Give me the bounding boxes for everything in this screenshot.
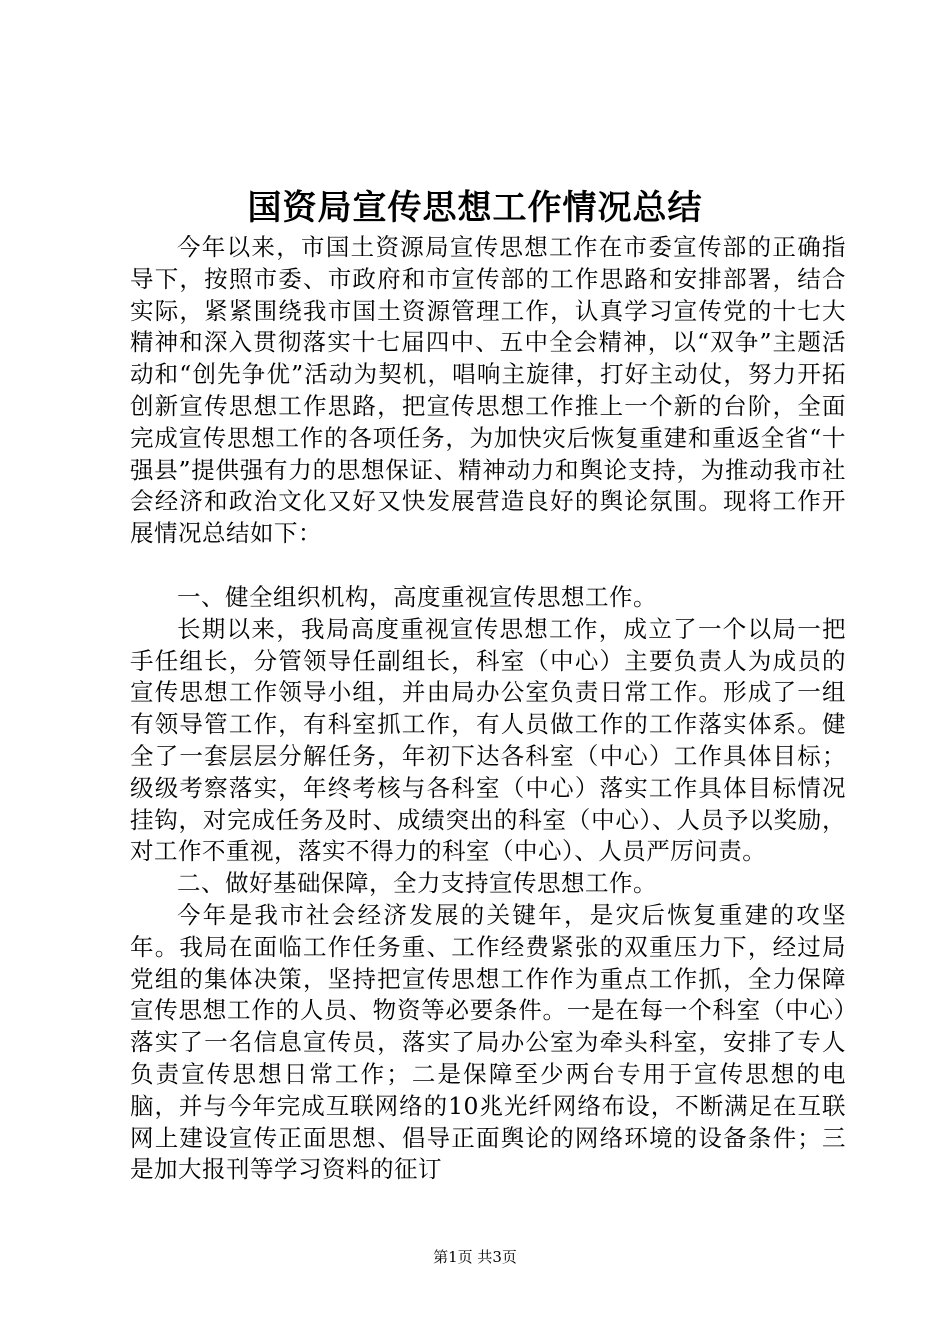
paragraph-section-1: 长期以来，我局高度重视宣传思想工作，成立了一个以局一把手任组长，分管领导任副组长，科室（中心）主要负责人为成员的宣传思想工作领导小组，并由局办公室负责日常工作。形成了一组有领导管工作，有科室抓工作，有人员做工作的工作落实体系。健全了一套层层分解任务，年初下达各科室（中心）工作具体目标；级级考察落实，年终考核与各科室（中心）落实工作具体目标情况挂钩，对完成任务及时、成绩突出的科室（中心）、人员予以奖励，对工作不重视，落实不得力的科室（中心）、人员严厉问责。: [130, 614, 846, 866]
document-title: 国资局宣传思想工作情况总结: [247, 188, 703, 228]
section-heading-2: 二、做好基础保障，全力支持宣传思想工作。: [177, 869, 657, 898]
page-number-footer: 第1页 共3页: [433, 1248, 517, 1266]
paragraph-section-2: 今年是我市社会经济发展的关键年，是灾后恢复重建的攻坚年。我局在面临工作任务重、工作经费紧张的双重压力下，经过局党组的集体决策，坚持把宣传思想工作作为重点工作抓，全力保障宣传思想工作的人员、物资等必要条件。一是在每一个科室（中心）落实了一名信息宣传员，落实了局办公室为牵头科室，安排了专人负责宣传思想日常工作；二是保障至少两台专用于宣传思想的电脑，并与今年完成互联网络的10兆光纤网络布设，不断满足在互联网上建设宣传正面思想、倡导正面舆论的网络环境的设备条件；三是加大报刊等学习资料的征订: [130, 900, 846, 1184]
paragraph-intro: 今年以来，市国土资源局宣传思想工作在市委宣传部的正确指导下，按照市委、市政府和市宣传部的工作思路和安排部署，结合实际，紧紧围绕我市国土资源管理工作，认真学习宣传党的十七大精神和深入贯彻落实十七届四中、五中全会精神，以“双争”主题活动和“创先争优”活动为契机，唱响主旋律，打好主动仗，努力开拓创新宣传思想工作思路，把宣传思想工作推上一个新的台阶，全面完成宣传思想工作的各项任务，为加快灾后恢复重建和重返全省“十强县”提供强有力的思想保证、精神动力和舆论支持，为推动我市社会经济和政治文化又好又快发展营造良好的舆论氛围。现将工作开展情况总结如下：: [130, 233, 846, 548]
document-body: [130, 232, 846, 1186]
section-heading-1: 一、健全组织机构，高度重视宣传思想工作。: [177, 582, 657, 611]
